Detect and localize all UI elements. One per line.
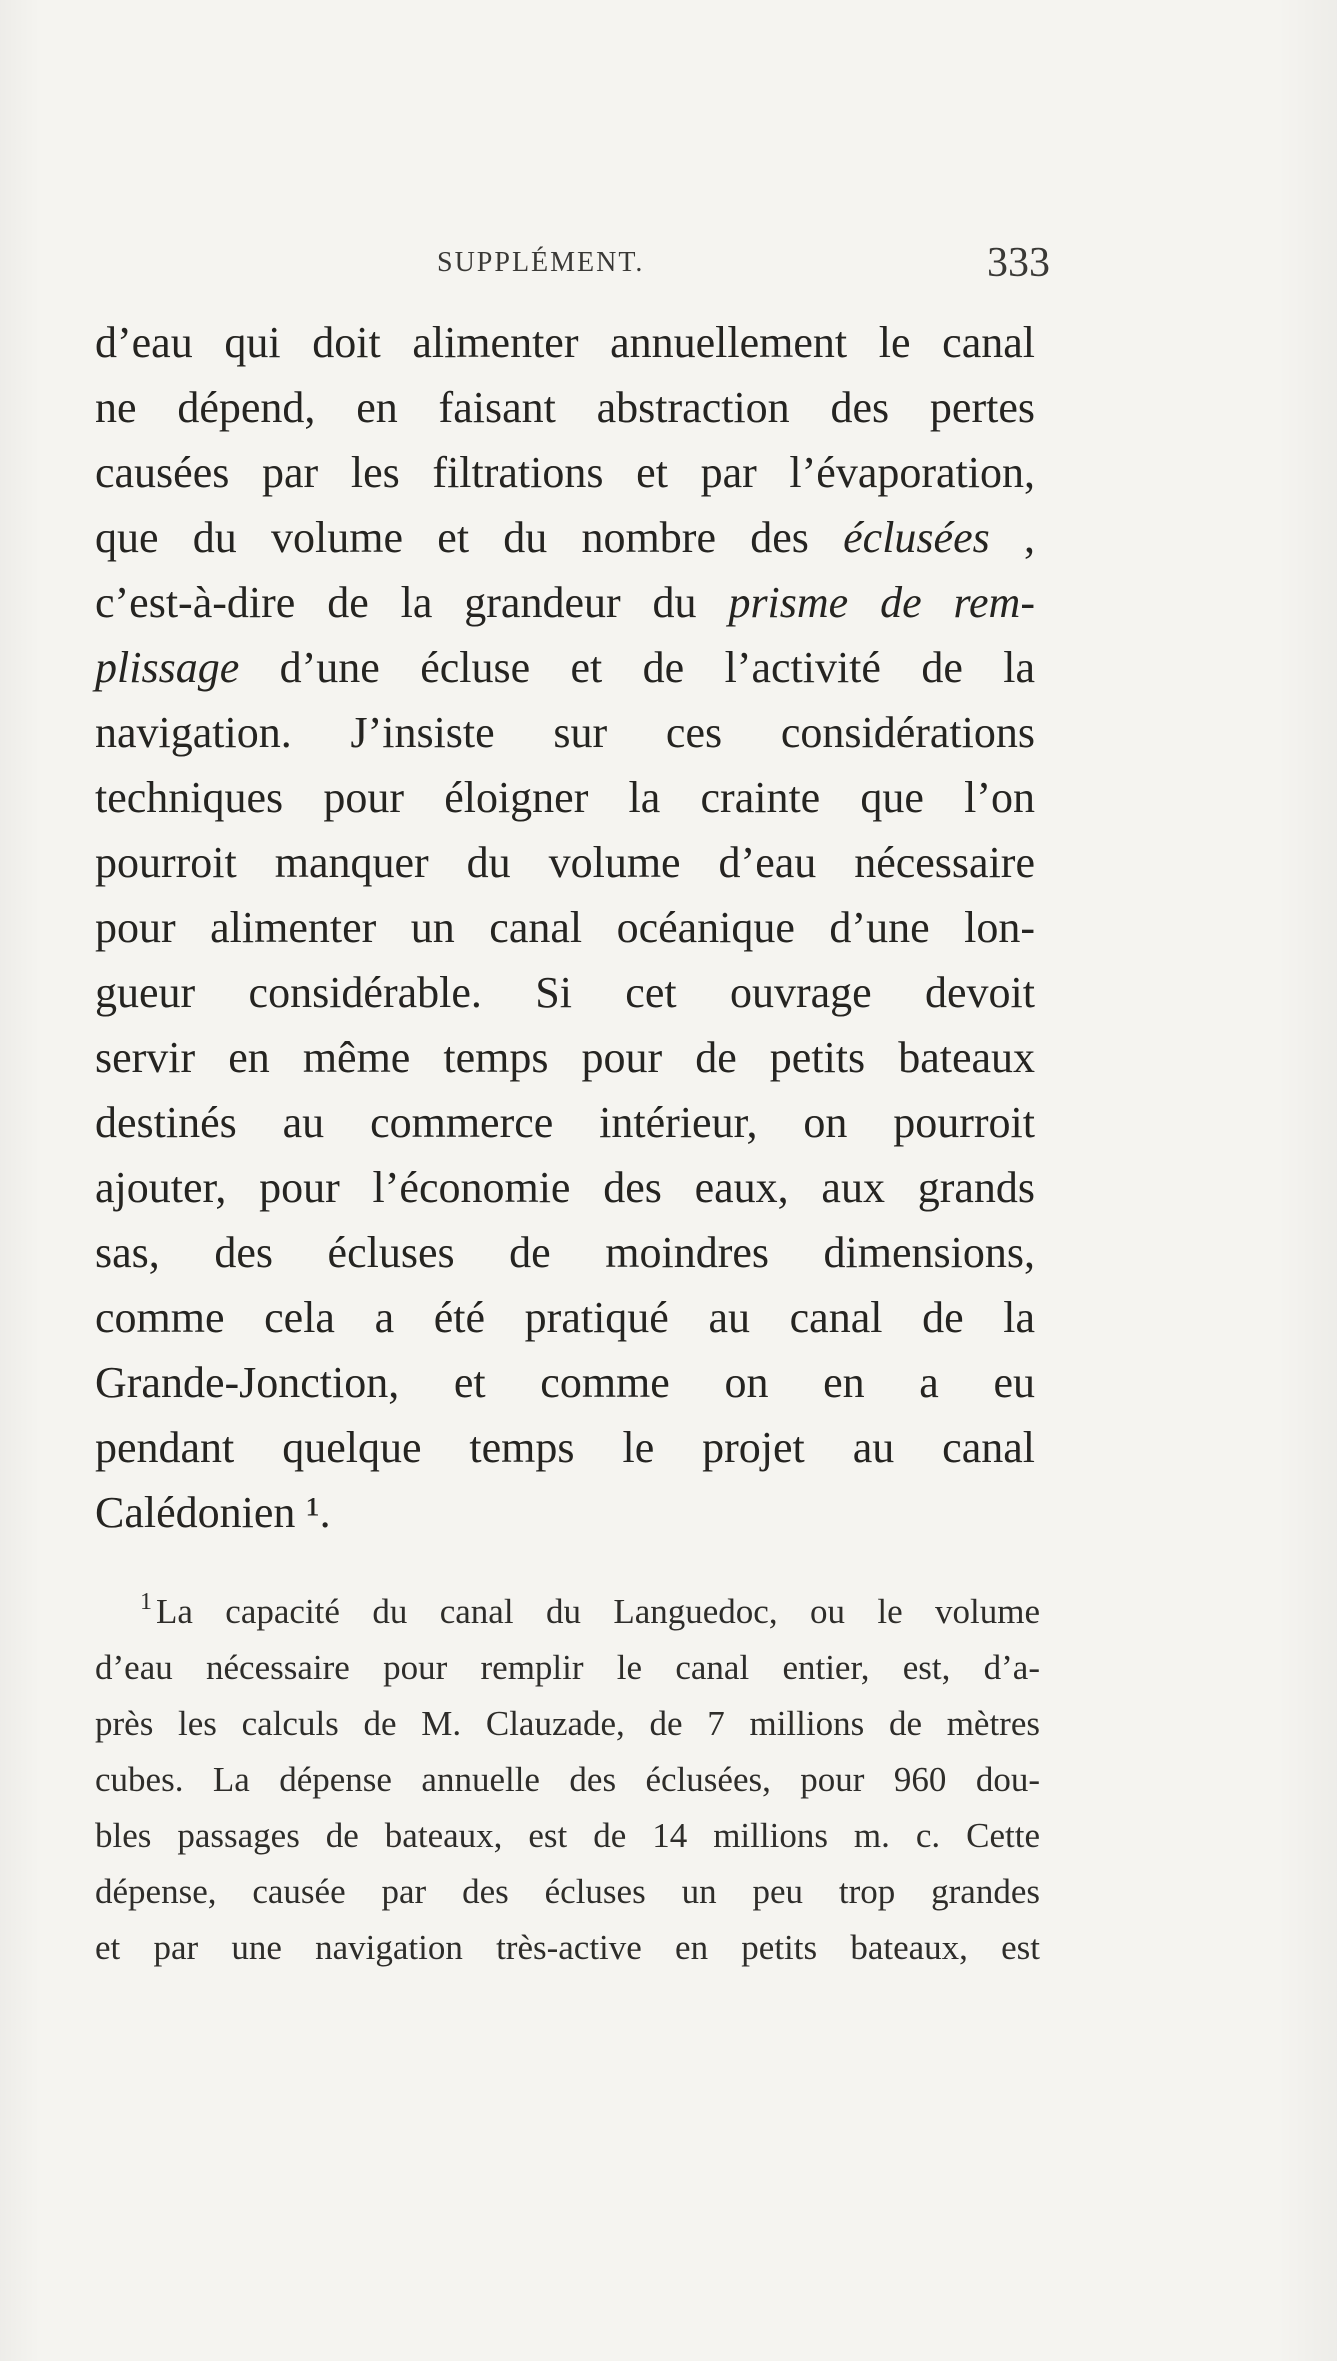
footnote-line (95, 1752, 1040, 1808)
text-line: navigation. J’insiste sur ces considérations (95, 708, 1035, 757)
footnote-text: La capacité du canal du Languedoc, ou le volume (156, 1592, 1040, 1631)
text-segment: , (989, 513, 1035, 562)
page-number: 333 (987, 240, 1050, 286)
text-line: pendant quelque temps le projet au canal (95, 1423, 1035, 1472)
text-line: Calédonien ¹. (95, 1488, 331, 1537)
text-line (95, 505, 1035, 570)
text-segment: d’une écluse et de l’activité de la (239, 643, 1035, 692)
main-text (95, 310, 1035, 1545)
text-line: comme cela a été pratiqué au canal de la (95, 1293, 1035, 1342)
text-line: sas, des écluses de moindres dimensions, (95, 1228, 1035, 1277)
text-line: servir en même temps pour de petits bateaux (95, 1033, 1035, 1082)
footnote-text: cubes. La dépense annuelle des éclusées, pour 960 dou- (95, 1760, 1040, 1799)
text-line: destinés au commerce intérieur, on pourroit (95, 1098, 1035, 1147)
italic-term: éclusées (843, 513, 990, 562)
gutter-shadow (0, 0, 40, 2361)
text-line (95, 635, 1035, 700)
footnote (95, 1584, 1040, 1976)
footnote-text: d’eau nécessaire pour remplir le canal entier, est, d’a- (95, 1648, 1040, 1687)
text-line (95, 570, 1035, 635)
text-line: ajouter, pour l’économie des eaux, aux grands (95, 1163, 1035, 1212)
text-segment: c’est-à-dire de la grandeur du (95, 578, 729, 627)
text-line: techniques pour éloigner la crainte que l’on (95, 773, 1035, 822)
footnote-line (95, 1864, 1040, 1920)
italic-term: plissage (95, 643, 240, 692)
page-edge-shadow (1277, 0, 1337, 2361)
text-line: causées par les filtrations et par l’évaporation, (95, 448, 1035, 497)
text-line: gueur considérable. Si cet ouvrage devoit (95, 968, 1035, 1017)
italic-term: prisme de rem- (728, 578, 1035, 627)
footnote-line (95, 1920, 1040, 1976)
page-header (95, 240, 1050, 291)
text-line: ne dépend, en faisant abstraction des pertes (95, 383, 1035, 432)
footnote-line (95, 1584, 1040, 1640)
text-line: pour alimenter un canal océanique d’une lon- (95, 903, 1035, 952)
text-line: Grande-Jonction, et comme on en a eu (95, 1358, 1035, 1407)
footnote-line (95, 1696, 1040, 1752)
running-head: SUPPLÉMENT. (437, 247, 645, 278)
footnote-text: bles passages de bateaux, est de 14 millions m. c. Cette (95, 1816, 1040, 1855)
footnote-line (95, 1808, 1040, 1864)
footnote-text: dépense, causée par des écluses un peu trop grandes (95, 1872, 1040, 1911)
text-segment: que du volume et du nombre des (95, 513, 844, 562)
text-line: d’eau qui doit alimenter annuellement le canal (95, 318, 1035, 367)
footnote-line (95, 1640, 1040, 1696)
text-line: pourroit manquer du volume d’eau nécessaire (95, 838, 1035, 887)
footnote-marker: 1 (140, 1589, 152, 1615)
footnote-text: près les calculs de M. Clauzade, de 7 millions de mètres (95, 1704, 1040, 1743)
footnote-text: et par une navigation très-active en petits bateaux, est (95, 1928, 1040, 1967)
